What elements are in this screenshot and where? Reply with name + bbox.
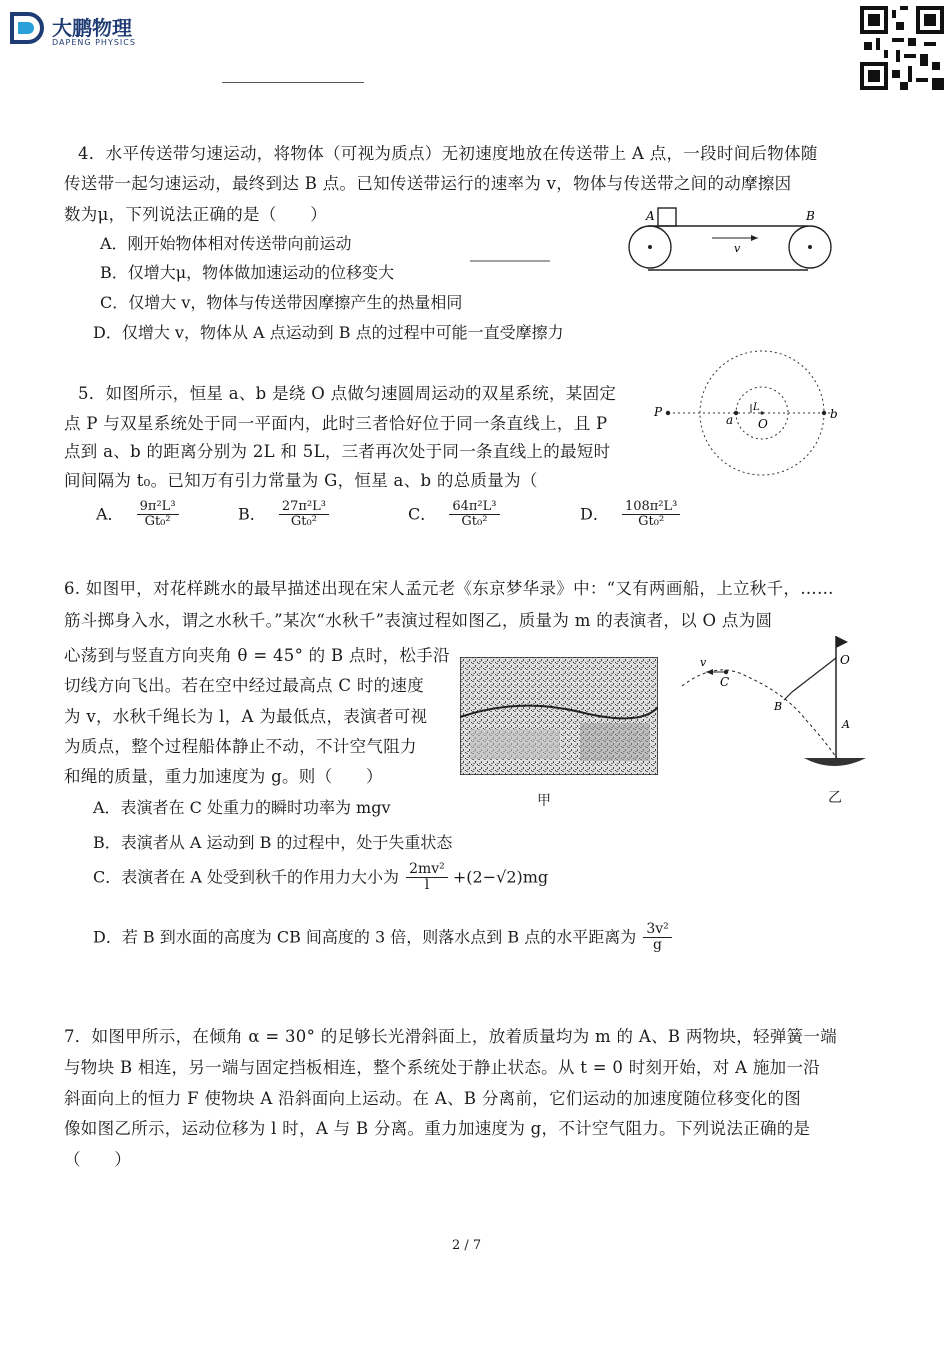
q6-option-c: C．表演者在 A 处受到秋千的作用力大小为 $\frac{\text{2mv²}}{l}$ +(2−√2)mg [93, 861, 549, 894]
fig-label-o-6: O [840, 653, 850, 667]
q5-stem-line4: 间间隔为 t₀。已知万有引力常量为 G，恒星 a、b 的总质量为（ [64, 471, 538, 490]
q4-stem-line2: 传送带一起匀速运动，最终到达 B 点。已知传送带运行的速率为 v，物体与传送带之间的动摩擦因 [64, 174, 792, 193]
q4-option-a: A．刚开始物体相对传送带向前运动 [100, 234, 352, 253]
q4-option-c: C．仅增大 v，物体与传送带因摩擦产生的热量相同 [100, 293, 463, 312]
water-swing-diagram [676, 630, 866, 780]
fig-label-o: O [758, 417, 768, 431]
q6-stem-line2: 筋斗掷身入水，谓之水秋千。”某次“水秋千”表演过程如图乙，质量为 m 的表演者，以 O 点为圆 [64, 611, 773, 630]
q7-stem-line4: 像如图乙所示，运动位移为 l 时，A 与 B 分离。重力加速度为 g，不计空气阻力。下列说法正确的是 [64, 1119, 811, 1138]
q6-option-d: D．若 B 到水面的高度为 CB 间高度的 3 倍，则落水点到 B 点的水平距离为 $\frac{\text{3v²}}{g}$ [93, 922, 672, 954]
q5-stem-line1: 5．如图所示，恒星 a、b 是绕 O 点做匀速圆周运动的双星系统，某固定 [78, 384, 617, 403]
fig-label-b-6: B [774, 700, 783, 713]
fig-label-a-6: A [842, 718, 850, 731]
fig-label-l: L [753, 402, 760, 413]
q5-stem-line3: 点到 a、b 的距离分别为 2L 和 5L，三者再次处于同一条直线上的最短时 [64, 442, 611, 461]
q5-option-a: A． $\frac{\text{9π²L³}}{\text{Gt₀²}}$ [96, 500, 179, 530]
q5-option-b: B． $\frac{\text{27π²L³}}{\text{Gt₀²}}$ [238, 500, 329, 530]
q6-stem-line1: 6. 如图甲，对花样跳水的最早描述出现在宋人孟元老《东京梦华录》中：“又有两画船，上立秋千，…… [64, 579, 834, 598]
binary-star-figure [650, 348, 850, 478]
fig-label-c: C [720, 675, 730, 689]
water-swing-painting-image [460, 657, 658, 775]
fig-label-b-star: b [830, 407, 838, 421]
fig-label-v: v [734, 242, 741, 255]
brand-logo [8, 10, 148, 50]
page-number: 2 / 7 [452, 1238, 482, 1253]
fig-label-p: P [654, 405, 663, 419]
q4-option-b: B．仅增大μ，物体做加速运动的位移变大 [100, 263, 395, 282]
q4-stem-line3: 数为μ，下列说法正确的是（ ） [64, 205, 328, 224]
q7-stem-line5: （ ） [64, 1150, 132, 1169]
dapeng-logo-icon [8, 10, 46, 46]
q6-stem-line4: 切线方向飞出。若在空中经过最高点 C 时的速度 [64, 676, 425, 695]
q5-option-c: C． $\frac{\text{64π²L³}}{\text{Gt₀²}}$ [408, 500, 500, 530]
fig-label-v-6: v [700, 656, 707, 669]
header-rule [222, 82, 364, 83]
q6-option-a: A．表演者在 C 处重力的瞬时功率为 mgv [93, 798, 391, 817]
conveyor-belt-figure [450, 202, 835, 282]
q6-stem-line5: 为 v，水秋千绳长为 l，A 为最低点，表演者可视 [64, 707, 428, 726]
q5-option-d: D． $\frac{\text{108π²L³}}{\text{Gt₀²}}$ [580, 500, 680, 530]
q6-stem-line6: 为质点，整个过程船体静止不动，不计空气阻力 [64, 737, 417, 756]
figure-yi-caption: 乙 [828, 790, 842, 806]
q4-stem-line1: 4．水平传送带匀速运动，将物体（可视为质点）无初速度地放在传送带上 A 点，一段时间后物体随 [78, 144, 818, 163]
q6-option-b: B．表演者从 A 运动到 B 的过程中，处于失重状态 [93, 833, 453, 852]
q6-stem-line3: 心荡到与竖直方向夹角 θ = 45° 的 B 点时，松手沿 [64, 646, 450, 665]
figure-jia-caption: 甲 [537, 793, 551, 809]
q6-stem-line7: 和绳的质量，重力加速度为 g。则（ ） [64, 767, 383, 786]
qr-code-icon [860, 6, 944, 90]
q5-stem-line2: 点 P 与双星系统处于同一平面内，此时三者恰好位于同一条直线上，且 P [64, 414, 608, 433]
brand-subtitle: DAPENG PHYSICS [52, 38, 136, 47]
fig-label-b: B [806, 209, 815, 223]
q7-stem-line3: 斜面向上的恒力 F 使物块 A 沿斜面向上运动。在 A、B 分离前，它们运动的加速度随位移变化的图 [64, 1089, 802, 1108]
q4-option-d: D．仅增大 v，物体从 A 点运动到 B 点的过程中可能一直受摩擦力 [93, 323, 564, 342]
fig-label-a: A [646, 209, 655, 223]
q7-stem-line2: 与物块 B 相连，另一端与固定挡板相连，整个系统处于静止状态。从 t = 0 时刻开始，对 A 施加一沿 [64, 1058, 821, 1077]
brand-name: 大鹏物理 [52, 16, 132, 40]
fig-label-a-star: a [726, 413, 734, 427]
q7-stem-line1: 7．如图甲所示，在倾角 α = 30° 的足够长光滑斜面上，放着质量均为 m 的 A、B 两物块，轻弹簧一端 [64, 1027, 838, 1046]
